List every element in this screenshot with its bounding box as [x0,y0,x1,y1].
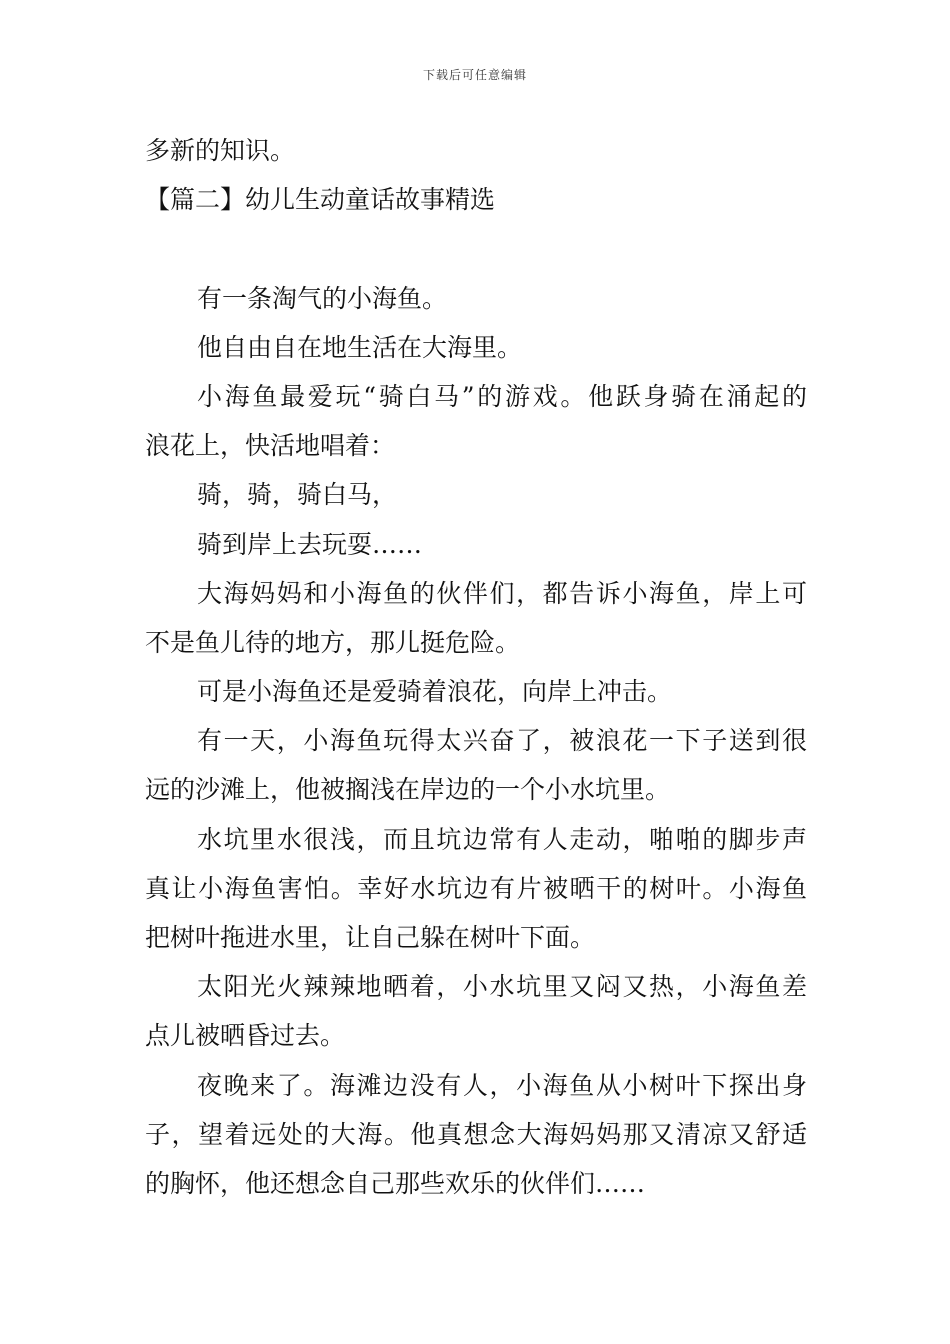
paragraph-line: 水坑里水很浅，而且坑边常有人走动，啪啪的脚步声 [197,824,807,854]
paragraph-line: 可是小海鱼还是爱骑着浪花，向岸上冲击。 [197,677,673,707]
paragraph-line: 远的沙滩上，他被搁浅在岸边的一个小水坑里。 [145,775,671,805]
body-line: 多新的知识。 [145,136,296,165]
document-body [145,126,807,1208]
paragraph-line: 夜晚来了。海滩边没有人，小海鱼从小树叶下探出身 [197,1070,807,1100]
paragraph-line: 小海鱼最爱玩“骑白马”的游戏。他跃身骑在涌起的 [197,381,807,411]
paragraph-line: 有一条淘气的小海鱼。 [197,283,448,313]
paragraph-line: 大海妈妈和小海鱼的伙伴们，都告诉小海鱼，岸上可 [197,578,807,608]
paragraph-line: 子，望着远处的大海。他真想念大海妈妈那又清凉又舒适 [145,1119,807,1149]
paragraph-line: 真让小海鱼害怕。幸好水坑边有片被晒干的树叶。小海鱼 [145,873,807,903]
paragraph-line: 点儿被晒昏过去。 [145,1021,346,1051]
page-header: 下载后可任意编辑 [422,68,527,82]
paragraph-line: 的胸怀，他还想念自己那些欢乐的伙伴们…… [145,1168,646,1198]
section-heading: 【篇二】幼儿生动童话故事精选 [145,185,496,215]
paragraph-line: 他自由自在地生活在大海里。 [197,332,523,362]
paragraph-line: 不是鱼儿待的地方，那儿挺危险。 [145,627,521,657]
song-line: 骑，骑，骑白马， [197,480,398,510]
paragraph-line: 太阳光火辣辣地晒着，小水坑里又闷又热，小海鱼差 [197,972,807,1002]
paragraph-line: 有一天，小海鱼玩得太兴奋了，被浪花一下子送到很 [197,726,807,756]
paragraph-line: 浪花上，快活地唱着： [145,431,396,461]
paragraph-line: 把树叶拖进水里，让自己躲在树叶下面。 [145,923,596,952]
song-line: 骑到岸上去玩耍…… [197,529,423,559]
blank-line [145,224,807,273]
